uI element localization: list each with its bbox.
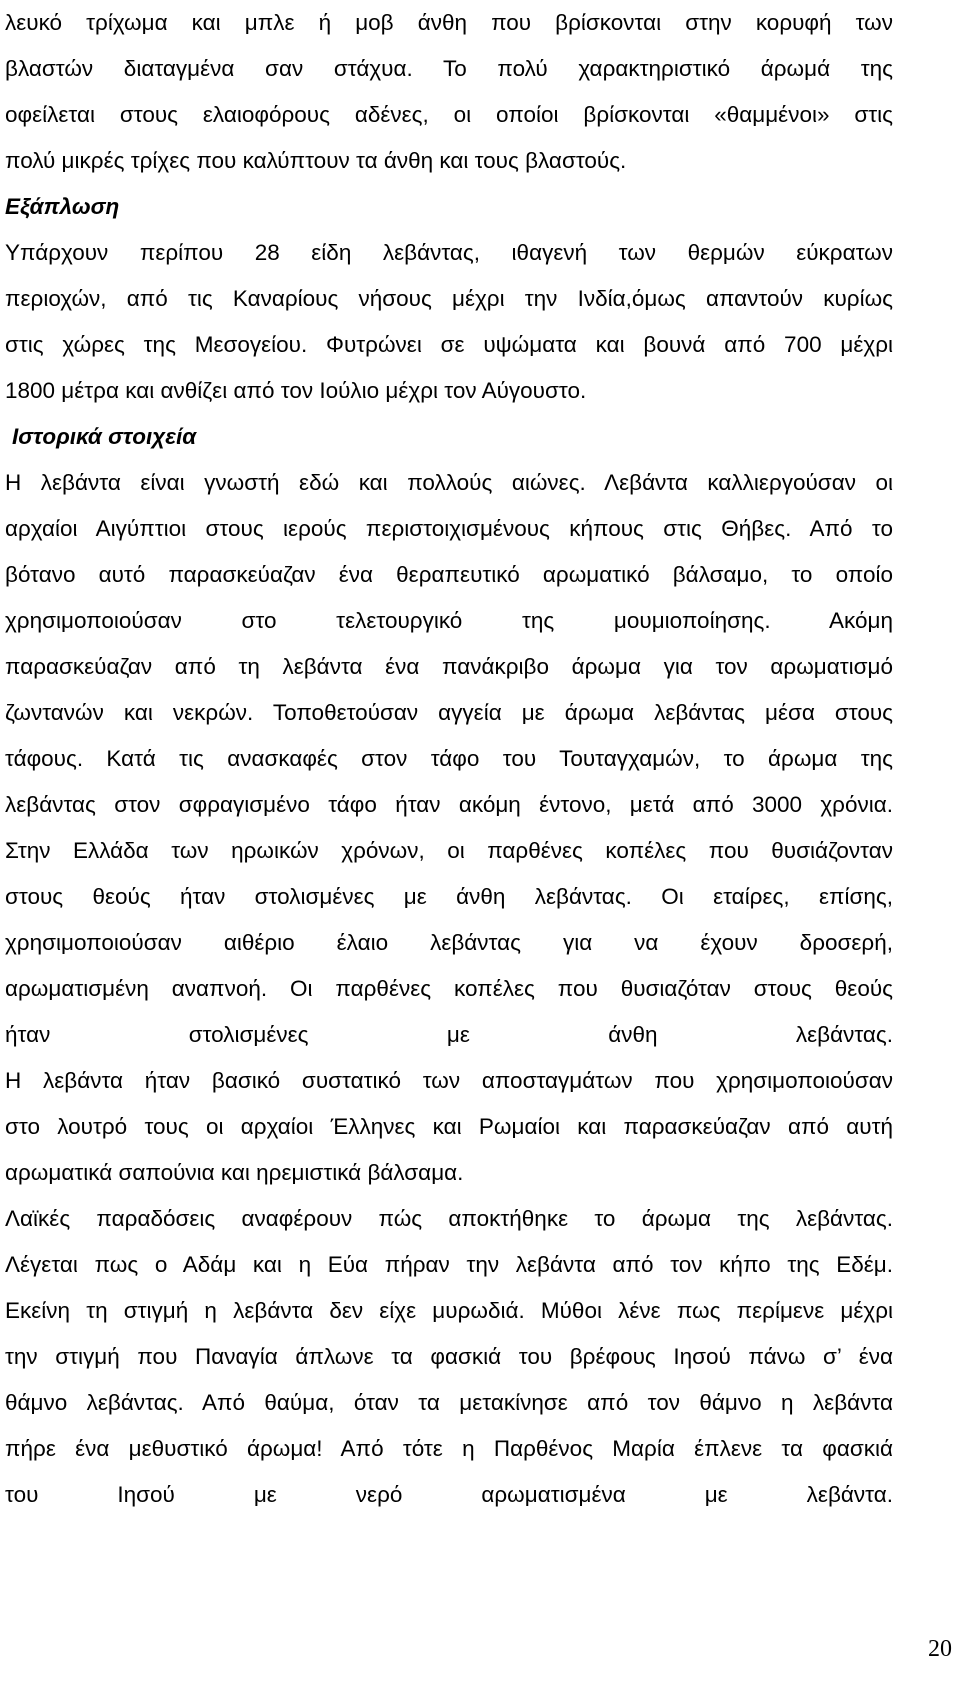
- document-page: [5, 0, 893, 1518]
- text-line: αρωματικά σαπούνια και ηρεμιστικά βάλσαμα.: [5, 1160, 464, 1185]
- text-line: αρωματισμένη αναπνοή. Οι παρθένες κοπέλες που θυσιαζόταν στους θεούς: [5, 976, 893, 1001]
- section-folk: [5, 1196, 893, 1518]
- text-line: παρασκεύαζαν από τη λεβάντα ένα πανάκριβο άρωμα για τον αρωματισμό: [5, 654, 893, 679]
- text-line: στις χώρες της Μεσογείου. Φυτρώνει σε υψώματα και βουνά από 700 μέχρι: [5, 332, 893, 357]
- text-line: του Ιησού με νερό αρωματισμένα με λεβάντα.: [5, 1482, 893, 1507]
- text-line: βλαστών διαταγμένα σαν στάχυα. Το πολύ χαρακτηριστικό άρωμά της: [5, 56, 893, 81]
- intro-paragraph: [5, 0, 893, 184]
- text-line: στο λουτρό τους οι αρχαίοι Έλληνες και Ρωμαίοι και παρασκεύαζαν από αυτή: [5, 1114, 893, 1139]
- text-line: Η λεβάντα είναι γνωστή εδώ και πολλούς αιώνες. Λεβάντα καλλιεργούσαν οι: [5, 470, 893, 495]
- text-line: λεβάντας στον σφραγισμένο τάφο ήταν ακόμη έντονο, μετά από 3000 χρόνια.: [5, 792, 893, 817]
- text-line: την στιγμή που Παναγία άπλωνε τα φασκιά του βρέφους Ιησού πάνω σ’ ένα: [5, 1344, 893, 1369]
- text-line: πολύ μικρές τρίχες που καλύπτουν τα άνθη και τους βλαστούς.: [5, 148, 627, 173]
- text-line: πήρε ένα μεθυστικό άρωμα! Από τότε η Παρθένος Μαρία έπλενε τα φασκιά: [5, 1436, 893, 1461]
- text-line: ήταν στολισμένες με άνθη λεβάντας.: [5, 1022, 893, 1047]
- text-line: Η λεβάντα ήταν βασικό συστατικό των αποσταγμάτων που χρησιμοποιούσαν: [5, 1068, 893, 1093]
- section-heading-history: Ιστορικά στοιχεία: [12, 424, 197, 449]
- text-line: Υπάρχουν περίπου 28 είδη λεβάντας, ιθαγενή των θερμών εύκρατων: [5, 240, 893, 265]
- section-history: [5, 414, 893, 1196]
- text-line: Λαϊκές παραδόσεις αναφέρουν πώς αποκτήθηκε το άρωμα της λεβάντας.: [5, 1206, 893, 1231]
- text-line: ζωντανών και νεκρών. Τοποθετούσαν αγγεία με άρωμα λεβάντας μέσα στους: [5, 700, 893, 725]
- text-line: χρησιμοποιούσαν στο τελετουργικό της μουμιοποίησης. Ακόμη: [5, 608, 893, 633]
- page-number: 20: [928, 1636, 952, 1662]
- text-line: τάφους. Κατά τις ανασκαφές στον τάφο του Τουταγχαμών, το άρωμα της: [5, 746, 893, 771]
- text-line: χρησιμοποιούσαν αιθέριο έλαιο λεβάντας για να έχουν δροσερή,: [5, 930, 893, 955]
- text-line: θάμνο λεβάντας. Από θαύμα, όταν τα μετακίνησε από τον θάμνο η λεβάντα: [5, 1390, 893, 1415]
- text-line: βότανο αυτό παρασκεύαζαν ένα θεραπευτικό αρωματικό βάλσαμο, το οποίο: [5, 562, 893, 587]
- text-line: Λέγεται πως ο Αδάμ και η Εύα πήραν την λεβάντα από τον κήπο της Εδέμ.: [5, 1252, 893, 1277]
- text-line: λευκό τρίχωμα και μπλε ή μοβ άνθη που βρίσκονται στην κορυφή των: [5, 10, 893, 35]
- text-line: Στην Ελλάδα των ηρωικών χρόνων, οι παρθένες κοπέλες που θυσιάζονταν: [5, 838, 893, 863]
- text-line: 1800 μέτρα και ανθίζει από τον Ιούλιο μέχρι τον Αύγουστο.: [5, 378, 587, 403]
- text-line: Εκείνη τη στιγμή η λεβάντα δεν είχε μυρωδιά. Μύθοι λένε πως περίμενε μέχρι: [5, 1298, 893, 1323]
- text-line: οφείλεται στους ελαιοφόρους αδένες, οι οποίοι βρίσκονται «θαμμένοι» στις: [5, 102, 893, 127]
- section-heading-spread: Εξάπλωση: [5, 194, 120, 219]
- text-line: στους θεούς ήταν στολισμένες με άνθη λεβάντας. Οι εταίρες, επίσης,: [5, 884, 893, 909]
- section-spread: [5, 184, 893, 414]
- text-line: αρχαίοι Αιγύπτιοι στους ιερούς περιστοιχισμένους κήπους στις Θήβες. Από το: [5, 516, 893, 541]
- text-line: περιοχών, από τις Καναρίους νήσους μέχρι την Ινδία,όμως απαντούν κυρίως: [5, 286, 893, 311]
